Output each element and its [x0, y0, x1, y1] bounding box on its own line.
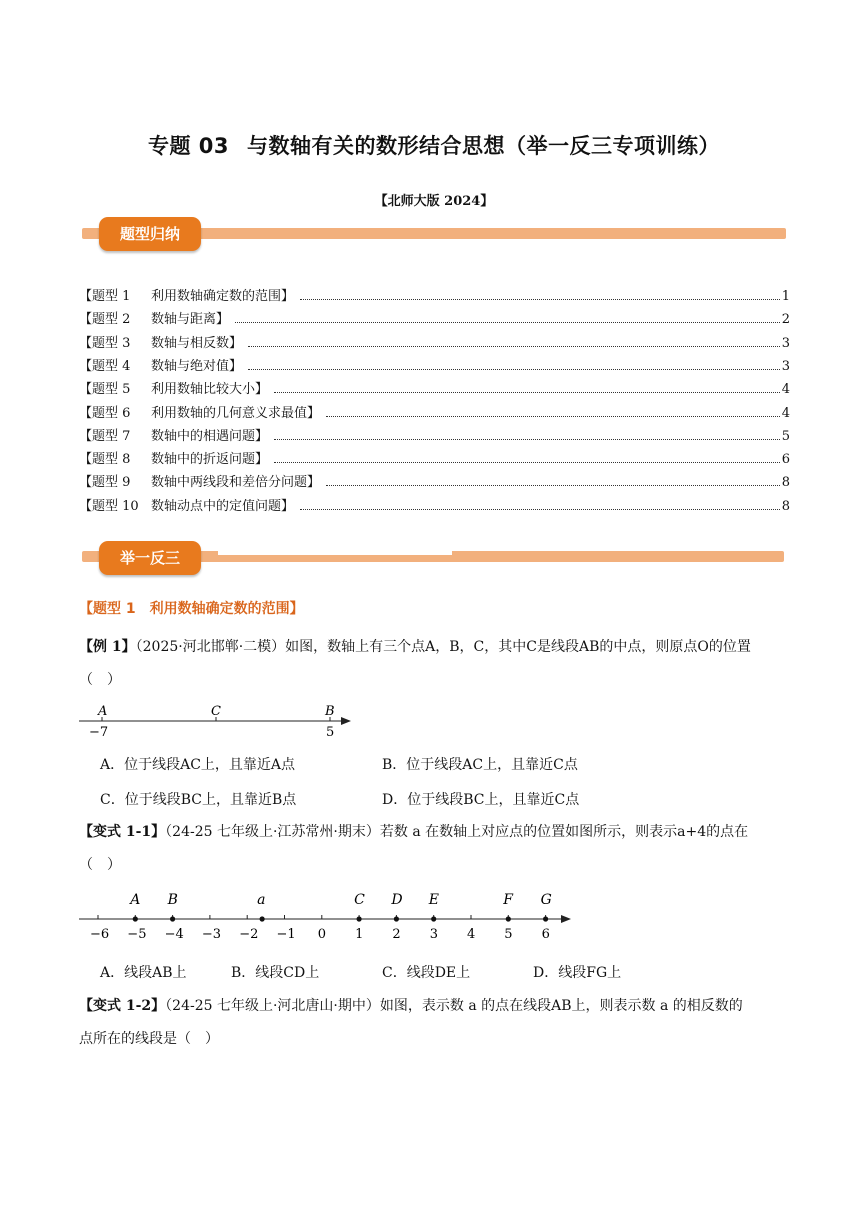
- toc-leader-dots: [274, 462, 780, 463]
- toc-leader-dots: [300, 509, 780, 510]
- point-label: a: [257, 892, 266, 908]
- toc-item[interactable]: [79, 308, 790, 328]
- variant-1-1-paren: （ ）: [79, 857, 121, 873]
- title-text: 与数轴有关的数形结合思想（举一反三专项训练）: [247, 134, 721, 158]
- toc-leader-dots: [326, 485, 780, 486]
- toc-leader-dots: [274, 439, 780, 440]
- toc-leader-dots: [248, 346, 780, 347]
- toc-tag: 【题型 6: [79, 405, 131, 421]
- variant-1-2-text2: 点所在的线段是（ ）: [79, 1031, 219, 1047]
- option-c[interactable]: C．位于线段BC上，且靠近B点: [100, 792, 297, 808]
- toc-page: 1: [781, 289, 790, 304]
- toc-title: 利用数轴确定数的范围】: [151, 289, 295, 304]
- option-b[interactable]: B．位于线段AC上，且靠近C点: [382, 757, 578, 773]
- toc-title: 利用数轴的几何意义求最值】: [151, 405, 321, 421]
- example-label: 【例 1】: [79, 639, 136, 655]
- toc-page: 3: [781, 335, 790, 351]
- toc-leader-dots: [248, 369, 780, 370]
- point-dot: [133, 916, 138, 921]
- toc-title: 数轴中的折返问题】: [151, 452, 269, 468]
- toc-item[interactable]: [79, 332, 790, 352]
- title-number: 专题 03: [147, 134, 230, 158]
- variant-option-d[interactable]: D．线段FG上: [533, 965, 622, 981]
- point-dot: [260, 916, 265, 921]
- toc-page: 6: [781, 452, 790, 468]
- tick-label: −5: [127, 927, 147, 942]
- toc-banner-label: 题型归纳: [99, 217, 201, 251]
- point-dot: [357, 916, 362, 921]
- tick-label: 4: [467, 927, 476, 942]
- toc-item[interactable]: [79, 471, 790, 491]
- toc-leader-dots: [274, 392, 780, 393]
- toc-tag: 【题型 10: [79, 498, 139, 514]
- toc-page: 8: [781, 498, 790, 514]
- point-label: B: [167, 892, 178, 908]
- axis-arrow: [561, 915, 571, 923]
- variant-source: （24-25 七年级上·河北唐山·期中）: [165, 998, 380, 1014]
- variant-1-1-number-line: [75, 892, 580, 944]
- toc-page: 3: [781, 358, 790, 374]
- toc-page: 8: [781, 475, 790, 491]
- example-1-text: [79, 633, 794, 661]
- variant-question: 若数 a 在数轴上对应点的位置如图所示，则表示a+4的点在: [379, 824, 749, 840]
- toc-item[interactable]: [79, 495, 790, 515]
- variant-source: （24-25 七年级上·江苏常州·期末）: [165, 824, 380, 840]
- toc-page: 5: [781, 428, 790, 444]
- toc-page: 4: [781, 405, 790, 421]
- section-heading: 【题型 1 利用数轴确定数的范围】: [79, 601, 304, 617]
- tick-label: −2: [239, 927, 259, 942]
- example-1-number-line: [75, 700, 365, 742]
- tick-label: −6: [90, 927, 110, 942]
- toc-tag: 【题型 3: [79, 335, 131, 351]
- tick-label: 3: [429, 927, 438, 942]
- toc-title: 数轴与绝对值】: [151, 358, 243, 374]
- axis-arrow: [341, 717, 351, 725]
- tick-label: 0: [317, 927, 327, 942]
- point-dot: [506, 916, 511, 921]
- example-1-paren: （ ）: [79, 672, 121, 688]
- tick-label: −1: [276, 927, 296, 942]
- tick-label: 5: [504, 927, 513, 942]
- toc-title: 数轴动点中的定值问题】: [151, 498, 295, 514]
- toc-item[interactable]: [79, 402, 790, 422]
- value-label-neg7: −7: [89, 725, 109, 740]
- value-label-5: 5: [326, 725, 335, 740]
- toc-title: 数轴中的相遇问题】: [151, 428, 269, 444]
- point-label: G: [540, 892, 552, 908]
- banner-highlight: [218, 551, 452, 555]
- tick-label: 2: [392, 927, 401, 942]
- toc-page: 4: [781, 382, 790, 398]
- point-label: C: [354, 892, 365, 908]
- tick-label: 6: [541, 927, 550, 942]
- option-d[interactable]: D．位于线段BC上，且靠近C点: [382, 792, 580, 808]
- toc-tag: 【题型 4: [79, 358, 131, 374]
- example-question: 如图，数轴上有三个点A，B，C，其中C是线段AB的中点，则原点O的位置: [285, 639, 751, 655]
- variant-option-b[interactable]: B．线段CD上: [231, 965, 320, 981]
- point-label: E: [428, 892, 439, 908]
- toc-tag: 【题型 2: [79, 312, 131, 328]
- point-label-c: C: [211, 704, 221, 719]
- toc-leader-dots: [235, 322, 780, 323]
- toc-title: 数轴与相反数】: [151, 335, 243, 351]
- option-a[interactable]: A．位于线段AC上，且靠近A点: [100, 757, 296, 773]
- point-label: A: [130, 892, 141, 908]
- toc-item[interactable]: [79, 425, 790, 445]
- variant-1-2-text: [79, 992, 794, 1020]
- point-label-b: B: [325, 704, 335, 719]
- point-label: D: [391, 892, 403, 908]
- toc-item[interactable]: [79, 378, 790, 398]
- toc-item[interactable]: [79, 448, 790, 468]
- toc-tag: 【题型 5: [79, 382, 131, 398]
- toc-leader-dots: [300, 299, 780, 300]
- toc-item[interactable]: [79, 355, 790, 375]
- variant-option-c[interactable]: C．线段DE上: [382, 965, 471, 981]
- variant-label: 【变式 1-1】: [79, 824, 166, 840]
- practice-banner-label: 举一反三: [99, 541, 201, 575]
- toc-tag: 【题型 7: [79, 428, 131, 444]
- toc-page: 2: [781, 312, 790, 328]
- point-label: F: [503, 892, 514, 908]
- tick-label: −4: [164, 927, 184, 942]
- point-dot: [431, 916, 436, 921]
- point-dot: [394, 916, 399, 921]
- toc-tag: 【题型 9: [79, 475, 131, 491]
- tick-label: 1: [355, 927, 364, 942]
- variant-label: 【变式 1-2】: [79, 998, 166, 1014]
- variant-question: 如图，表示数 a 的点在线段AB上，则表示数 a 的相反数的: [379, 998, 743, 1014]
- toc-title: 利用数轴比较大小】: [151, 382, 269, 398]
- toc-tag: 【题型 8: [79, 452, 131, 468]
- toc-title: 数轴与距离】: [151, 312, 230, 328]
- toc-tag: 【题型 1: [79, 289, 131, 304]
- tick-label: −3: [201, 927, 222, 942]
- toc-leader-dots: [326, 416, 780, 417]
- edition-label: 【北师大版 2024】: [374, 194, 494, 209]
- variant-option-a[interactable]: A．线段AB上: [100, 965, 187, 981]
- variant-1-1-text: [79, 818, 794, 846]
- point-dot: [543, 916, 548, 921]
- example-source: （2025·河北邯郸·二模）: [135, 639, 286, 655]
- toc-item[interactable]: [79, 285, 790, 305]
- point-dot: [170, 916, 175, 921]
- point-label-a: A: [98, 704, 108, 719]
- page-title: [0, 130, 868, 160]
- toc-title: 数轴中两线段和差倍分问题】: [151, 475, 321, 491]
